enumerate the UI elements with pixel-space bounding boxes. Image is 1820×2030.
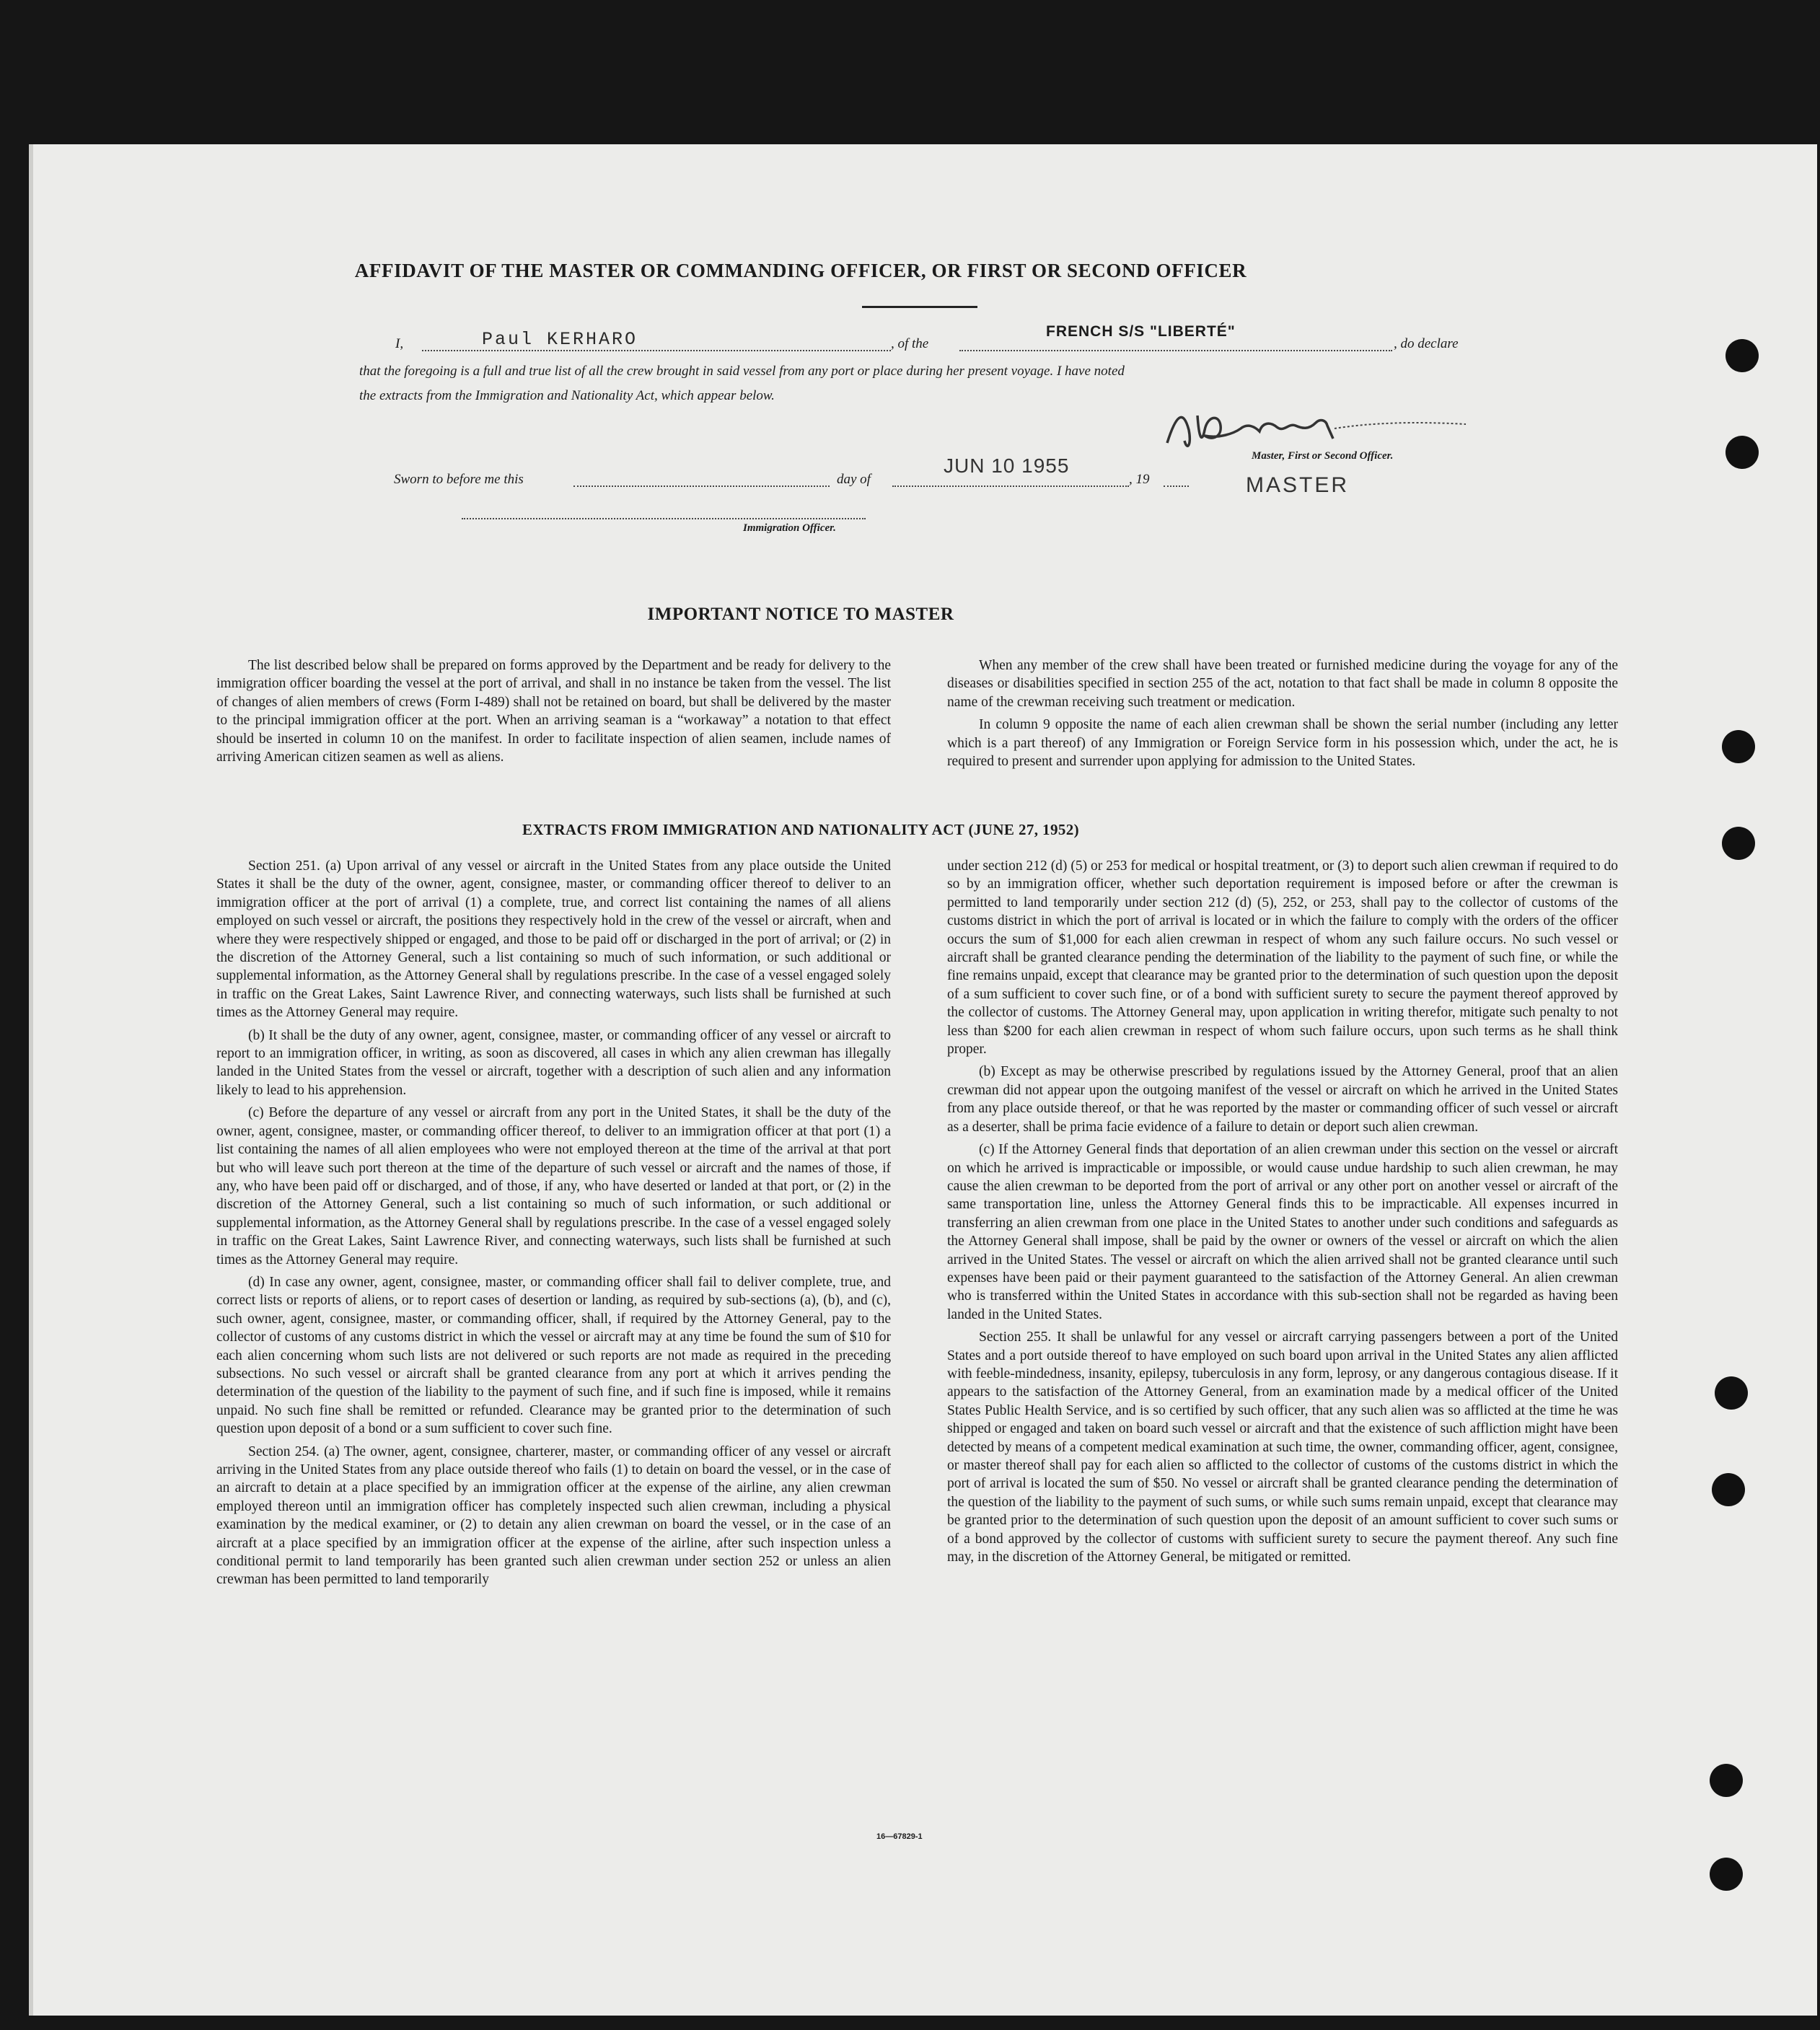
title-rule xyxy=(862,306,977,308)
act-paragraph: Section 251. (a) Upon arrival of any vessel or aircraft in the United States from any place outside the United States it shall be the duty of the owner, agent, consignee, master, or commanding officer thereof to deliver to an immigration officer at the port of arrival (1) a complete, true, and correct list containing the names of all aliens employed on such vessel or aircraft, the positions they respectively hold in the crew of the vessel or aircraft, when and where they were respectively shipped or engaged, and those to be paid off or discharged in the port of arrival; or (2) in the discretion of the Attorney General, such a list containing so much of such information, or such additional or supplemental information, as the Attorney General shall by regulations prescribe. In the case of a vessel engaged solely in traffic on the Great Lakes, Saint Lawrence River, and connecting waterways, such lists shall be furnished at such times as the Attorney General may require. xyxy=(216,858,891,1021)
master-stamp: MASTER xyxy=(1246,473,1350,497)
binder-hole xyxy=(1722,827,1755,860)
sworn-month-line xyxy=(892,485,1129,487)
date-stamp: JUN 10 1955 xyxy=(944,454,1070,477)
act-paragraph: (b) It shall be the duty of any owner, agent, consignee, master, or commanding officer of any vessel or aircraft to report to an immigration officer, in writing, as soon as discovered, all cases in which any alien crewman has illegally landed in the United States from the vessel or aircraft, together with a description of such alien and any information likely to lead to his apprehension. xyxy=(216,1027,891,1098)
act-paragraph: (c) Before the departure of any vessel or aircraft from any port in the United States, it shall be the duty of the owner, agent, consignee, master, or commanding officer thereof, to deliver to an immigration officer at that port (1) a list containing the names of all alien employees who were not employed thereon at the time of the arrival at that port but who will leave such port thereon at the time of the departure of such vessel or aircraft and the names of those, if any, who have been paid off or discharged, and of those, if any, who have deserted or landed at that port, or (2) in the discretion of the Attorney General, such a list containing so much of such information, or such additional or supplemental information, as the Attorney General shall by regulations prescribe. In the case of a vessel engaged solely in traffic on the Great Lakes, Saint Lawrence River, and connecting waterways, such lists shall be furnished at such times as the Attorney General may require. xyxy=(216,1105,891,1267)
immigration-officer-line xyxy=(462,518,866,519)
notice-right-column xyxy=(947,656,1618,775)
binder-hole xyxy=(1712,1473,1745,1506)
affidavit-title: AFFIDAVIT OF THE MASTER OR COMMANDING OFFICER, OR FIRST OR SECOND OFFICER xyxy=(354,260,1247,281)
act-paragraph: Section 255. It shall be unlawful for any vessel or aircraft carrying passengers between a port of the United States and a port outside thereof to have employed on such board upon arrival in the United States any alien afflicted with feeble-mindedness, insanity, epilepsy, tuberculosis in any form, leprosy, or any dangerous contagious disease. If it appears to the satisfaction of the Attorney General, from an examination made by a medical officer of the United States Public Health Service, and is so certified by such officer, that any such alien was so afflicted at the time he was shipped or engaged and taken on board such vessel or aircraft and that the existence of such affliction might have been detected by means of a competent medical examination at such time, the owner, commanding officer, agent, consignee, or master thereof shall pay for each alien so afflicted to the collector of customs of the customs district in which the port of arrival is located the sum of $50. No vessel or aircraft shall be granted clearance pending the determination of the question of the liability to the payment of such sums, or while such sums remain unpaid, except that clearance may be granted prior to the determination of such question upon the deposit of an amount sufficient to cover such sums or of a bond approved by the collector of customs with sufficient surety to secure the payment thereof. Any such fine may, in the discretion of the Attorney General, be mitigated or remitted. xyxy=(947,1330,1618,1565)
name-line xyxy=(422,350,891,351)
bleed-through-text xyxy=(1111,1825,1120,1843)
year-label: , 19 xyxy=(1129,472,1150,487)
binder-hole xyxy=(1710,1858,1743,1891)
vessel-line xyxy=(959,350,1392,351)
notice-title: IMPORTANT NOTICE TO MASTER xyxy=(647,605,954,624)
affidavit-text-2: the extracts from the Immigration and Nationality Act, which appear below. xyxy=(359,388,775,403)
of-the-label: , of the xyxy=(891,336,929,351)
sworn-label: Sworn to before me this xyxy=(394,472,524,487)
binder-hole xyxy=(1726,339,1759,372)
act-paragraph: under section 212 (d) (5) or 253 for medical or hospital treatment, or (3) to deport such alien crewman if required to do so by an immigration officer, whether such deportation requirement is imposed before or after the crewman is permitted to land temporarily under section 212 (d) (5), 252, or 253, shall pay to the collector of customs of the customs district in which the port of arrival is located or in which the failure to comply with the orders of the officer occurs the sum of $1,000 for each alien crewman in respect of whom any such failure occurs. No such vessel or aircraft shall be granted clearance pending the determination of the liability to the payment of such fine, or while the fine remains unpaid, except that clearance may be granted prior to the determination of such question upon the deposit of a sum sufficient to cover such fine, or of a bond with sufficient surety to secure the payment thereof approved by the collector of customs. The Attorney General may, upon application in writing therefor, mitigate such penalty to not less than $200 for each alien crewman in respect of whom such failure occurs, upon such terms as he shall think proper. xyxy=(947,858,1618,1058)
extracts-left-column xyxy=(216,857,891,1594)
act-paragraph: (d) In case any owner, agent, consignee, master, or commanding officer shall fail to deliver complete, true, and correct lists or reports of aliens, or to report cases of desertion or landing, as required by sub-sections (a), (b), and (c), such owner, agent, consignee, master, or commanding officer, shall, if required by the Attorney General, pay to the collector of customs of any customs district in which the vessel or aircraft may at any time be found the sum of $10 for each alien concerning whom such lists are not delivered or such reports are not made as required in the preceding subsections. No such vessel or aircraft shall be granted clearance from any port at which it arrives pending the determination of the question of the liability to the payment of such fine, and if such fine is imposed, while it remains unpaid. No such fine shall be remitted or refunded. Clearance may be granted prior to the determination of such question upon deposit of a bond or a sum sufficient to cover such fine. xyxy=(216,1274,891,1437)
binder-hole xyxy=(1710,1764,1743,1797)
notice-paragraph: The list described below shall be prepared on forms approved by the Department and be ready for delivery to the immigration officer boarding the vessel at the port of arrival, and shall in no instance be taken from the vessel. The list of changes of alien members of crews (Form I-489) shall not be retained on board, but shall be delivered by the master to the principal immigration officer at the port. When an arriving seaman is a “workaway” a notation to that effect should be inserted in column 10 on the manifest. In order to facilitate inspection of alien seamen, include names of arriving American citizen seamen as well as aliens. xyxy=(216,658,891,765)
binder-hole xyxy=(1715,1376,1748,1410)
sworn-day-line xyxy=(573,485,830,487)
act-paragraph: Section 254. (a) The owner, agent, consignee, charterer, master, or commanding officer of any vessel or aircraft arriving in the United States from any place outside thereof who fails (1) to detain on board the vessel, or in the case of an aircraft to detain at a place specified by an immigration officer at the expense of the airline, any alien crewman employed thereon until an immigration officer has completely inspected such alien crewman, including a physical examination by the medical examiner, or (2) to detain any alien crewman on board the vessel, or in the case of an aircraft at a place specified by an immigration officer at the expense of the airline, after such inspection unless a conditional permit to land temporarily has been granted such alien crewman under section 252 or unless an alien crewman has been permitted to land temporarily xyxy=(216,1444,891,1588)
i-label: I, xyxy=(395,336,404,351)
notice-paragraph: When any member of the crew shall have been treated or furnished medicine during the voyage for any of the diseases or disabilities specified in section 255 of the act, notation to that fact shall be made in column 8 opposite the name of the crewman receiving such treatment or medication. xyxy=(947,658,1618,710)
signatory-caption: Master, First or Second Officer. xyxy=(1252,450,1394,462)
immigration-officer-caption: Immigration Officer. xyxy=(743,522,836,534)
affidavit-text-1: that the foregoing is a full and true list of all the crew brought in said vessel from any port or place during her present voyage. I have noted xyxy=(359,364,1125,379)
vessel-name: FRENCH S/S "LIBERTÉ" xyxy=(1046,323,1236,340)
extracts-right-column xyxy=(947,857,1618,1570)
extracts-title: EXTRACTS FROM IMMIGRATION AND NATIONALITY ACT (JUNE 27, 1952) xyxy=(522,821,1080,838)
notice-paragraph: In column 9 opposite the name of each alien crewman shall be shown the serial number (including any letter which is a part thereof) of any Immigration or Foreign Service form in his possession which, under the act, he is required to present and surrender upon applying for admission to the United States. xyxy=(947,717,1618,770)
day-of-label: day of xyxy=(837,472,871,487)
notice-left-column xyxy=(216,656,891,770)
act-paragraph: (c) If the Attorney General finds that deportation of an alien crewman under this section on the vessel or aircraft on which he arrived is impracticable or impossible, or would cause undue hardship to such alien crewman, he may cause the alien crewman to be deported from the port of arrival or any other port on another vessel or aircraft of the same transportation line, unless the Attorney General finds this to be impracticable. All expenses incurred in transferring an alien crewman from one place in the United States to another under such conditions and safeguards as the Attorney General shall impose, shall be paid by the owner or owners of the vessel or aircraft on which the alien arrived in the United States. The vessel or aircraft on which the alien arrived shall not be granted clearance until such expenses have been paid or their payment guaranteed to the satisfaction of the Attorney General. An alien crewman who is transferred within the United States in accordance with this sub-section shall not be regarded as having been landed in the United States. xyxy=(947,1142,1618,1322)
declare-label: , do declare xyxy=(1394,336,1459,351)
form-code: 16—67829-1 xyxy=(876,1832,923,1841)
master-name: Paul KERHARO xyxy=(482,329,638,350)
binder-hole xyxy=(1722,730,1755,763)
year-line xyxy=(1164,485,1189,487)
act-paragraph: (b) Except as may be otherwise prescribed by regulations issued by the Attorney General, proof that an alien crewman did not appear upon the outgoing manifest of the vessel or aircraft on which he arrived in the United States from any place outside thereof, or that he was reported by the master or commanding officer of such vessel or aircraft as a deserter, shall be prima facie evidence of a failure to detain or deport such alien crewman. xyxy=(947,1064,1618,1135)
binder-hole xyxy=(1726,436,1759,469)
